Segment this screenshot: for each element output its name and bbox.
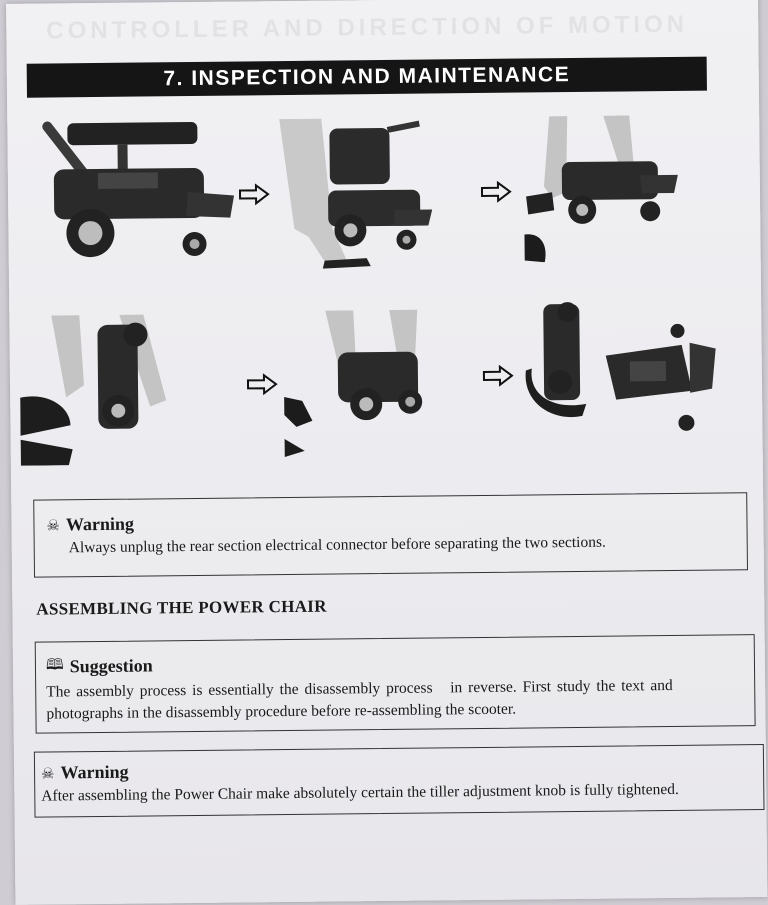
photo-step-5 xyxy=(281,309,443,457)
photo-step-4 xyxy=(19,314,181,466)
arrow-5-to-6 xyxy=(482,365,514,387)
photo-step-6 xyxy=(521,297,718,439)
warning-2-text: After assembling the Power Chair make absolutely certain the tiller adjustment knob is fully tightened. xyxy=(41,780,679,805)
arrow-1-to-2 xyxy=(238,183,270,205)
arrow-4-to-5 xyxy=(246,373,278,395)
book-icon: 🕮 xyxy=(45,655,64,674)
warning-box-separation xyxy=(33,492,748,577)
warning-2-title: Warning xyxy=(60,761,129,783)
section-title: 7. INSPECTION AND MAINTENANCE xyxy=(163,63,571,91)
suggestion-title: Suggestion xyxy=(69,655,153,677)
skull-icon: ☠ xyxy=(46,515,61,535)
skull-icon: ☠ xyxy=(40,763,55,783)
photo-step-1 xyxy=(37,120,236,262)
bleed-through-header: CONTROLLER AND DIRECTION OF MOTION xyxy=(46,10,689,45)
photo-step-3 xyxy=(521,115,693,263)
suggestion-line-1: The assembly process is essentially the disassembly process in reverse. First study the text and xyxy=(46,676,673,701)
suggestion-box xyxy=(35,634,756,734)
section-title-bar xyxy=(27,57,707,98)
warning-title: Warning xyxy=(65,513,135,535)
assembly-heading: ASSEMBLING THE POWER CHAIR xyxy=(36,596,327,619)
warning-text: Always unplug the rear section electrical connector before separating the two sections. xyxy=(68,533,606,557)
manual-page xyxy=(6,0,767,905)
photo-step-2 xyxy=(269,117,437,269)
arrow-2-to-3 xyxy=(480,181,512,203)
suggestion-line-2: photographs in the disassembly procedure before re-assembling the scooter. xyxy=(46,700,517,723)
warning-box-tiller xyxy=(34,744,765,818)
